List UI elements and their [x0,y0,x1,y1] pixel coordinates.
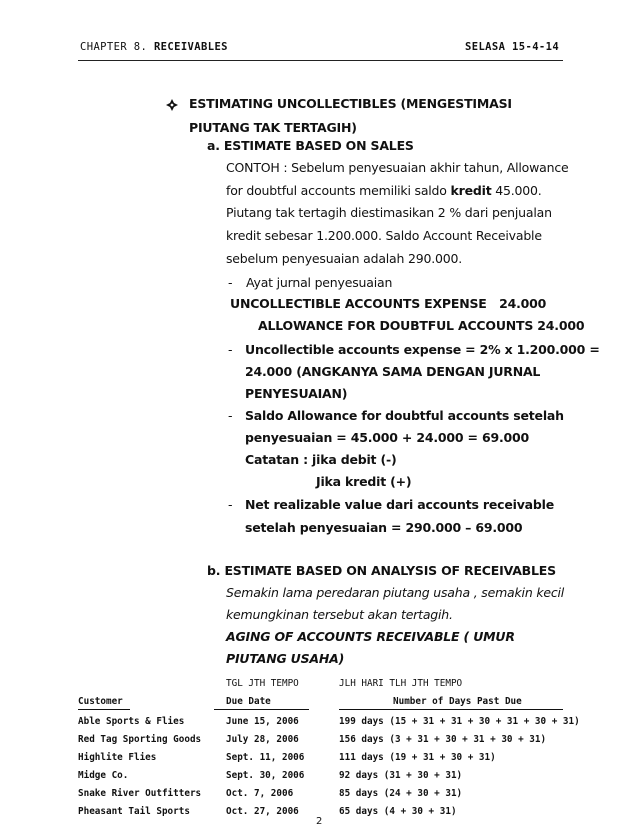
row-days: 156 days (3 + 31 + 30 + 31 + 30 + 31) [339,734,547,745]
row-days: 85 days (24 + 30 + 31) [339,788,463,799]
note1-line3: PENYESUAIAN) [245,386,348,401]
note3-line2: setelah penyesuaian = 290.000 – 69.000 [245,520,523,535]
row-due: Sept. 11, 2006 [226,752,305,763]
part-a-heading: a. ESTIMATE BASED ON SALES [207,138,414,153]
row-due: Oct. 27, 2006 [226,806,299,817]
days-underline [339,709,563,710]
contoh-line2-bold: kredit [450,183,492,198]
contoh-line2-post: 45.000. [491,183,542,198]
row-due: June 15, 2006 [226,716,299,727]
ayat-dash: - [228,275,233,290]
contoh-line3: Piutang tak tertagih diestimasikan 2 % dari penjualan [226,205,552,220]
note2-line3: Catatan : jika debit (-) [245,452,397,467]
row-customer: Able Sports & Flies [78,716,185,727]
note3-dash: - [228,497,233,512]
contoh-line5: sebelum penyesuaian adalah 290.000. [226,251,463,266]
table-label-days: JLH HARI TLH JTH TEMPO [339,678,463,689]
contoh-line4: kredit sebesar 1.200.000. Saldo Account Receivable [226,228,542,243]
customer-underline [78,709,130,710]
header-date: SELASA 15-4-14 [465,41,560,53]
note2-line4: Jika kredit (+) [316,474,412,489]
chapter-prefix: CHAPTER 8. [80,41,148,53]
chapter-title: RECEIVABLES [153,41,228,53]
page-number: 2 [316,816,323,827]
row-customer: Midge Co. [78,770,129,781]
section-title-line2: PIUTANG TAK TERTAGIH) [189,120,357,135]
note2-line2: penyesuaian = 45.000 + 24.000 = 69.000 [245,430,529,445]
row-customer: Red Tag Sporting Goods [78,734,202,745]
part-b-heading: b. ESTIMATE BASED ON ANALYSIS OF RECEIVABLES [207,563,556,578]
table-header-days: Number of Days Past Due [393,696,522,707]
aging-line1: AGING OF ACCOUNTS RECEIVABLE ( UMUR [226,629,515,644]
row-customer: Highlite Flies [78,752,157,763]
row-days: 111 days (19 + 31 + 30 + 31) [339,752,496,763]
row-due: July 28, 2006 [226,734,299,745]
table-header-customer: Customer [78,696,123,707]
row-customer: Snake River Outfitters [78,788,202,799]
row-customer: Pheasant Tail Sports [78,806,190,817]
part-b-desc-line1: Semakin lama peredaran piutang usaha , semakin kecil [226,585,565,600]
table-label-due: TGL JTH TEMPO [226,678,299,689]
part-b-desc-line2: kemungkinan tersebut akan tertagih. [226,607,453,622]
journal-credit: ALLOWANCE FOR DOUBTFUL ACCOUNTS 24.000 [258,318,585,333]
row-days: 65 days (4 + 30 + 31) [339,806,457,817]
row-days: 199 days (15 + 31 + 31 + 30 + 31 + 30 + 31) [339,716,580,727]
section-title-line1: ESTIMATING UNCOLLECTIBLES (MENGESTIMASI [189,96,512,111]
note2-line1: Saldo Allowance for doubtful accounts setelah [245,408,564,423]
row-due: Oct. 7, 2006 [226,788,294,799]
journal-debit: UNCOLLECTIBLE ACCOUNTS EXPENSE 24.000 [230,296,547,311]
note2-dash: - [228,408,233,423]
contoh-line1: CONTOH : Sebelum penyesuaian akhir tahun, Allowance [226,160,569,175]
ayat-label: Ayat jurnal penyesuaian [246,275,393,290]
diamond-bullet-icon [166,98,178,116]
row-due: Sept. 30, 2006 [226,770,305,781]
row-days: 92 days (31 + 30 + 31) [339,770,463,781]
header-rule [78,60,563,61]
note1-dash: - [228,342,233,357]
aging-line2: PIUTANG USAHA) [226,651,345,666]
note1-line2: 24.000 (ANGKANYA SAMA DENGAN JURNAL [245,364,541,379]
note1-line1: Uncollectible accounts expense = 2% x 1.200.000 = [245,342,600,357]
table-header-due: Due Date [226,696,271,707]
due-underline [214,709,309,710]
contoh-line2 [226,183,542,198]
note3-line1: Net realizable value dari accounts receivable [245,497,554,512]
chapter-header [80,41,228,53]
contoh-line2-pre: for doubtful accounts memiliki saldo [226,183,451,198]
